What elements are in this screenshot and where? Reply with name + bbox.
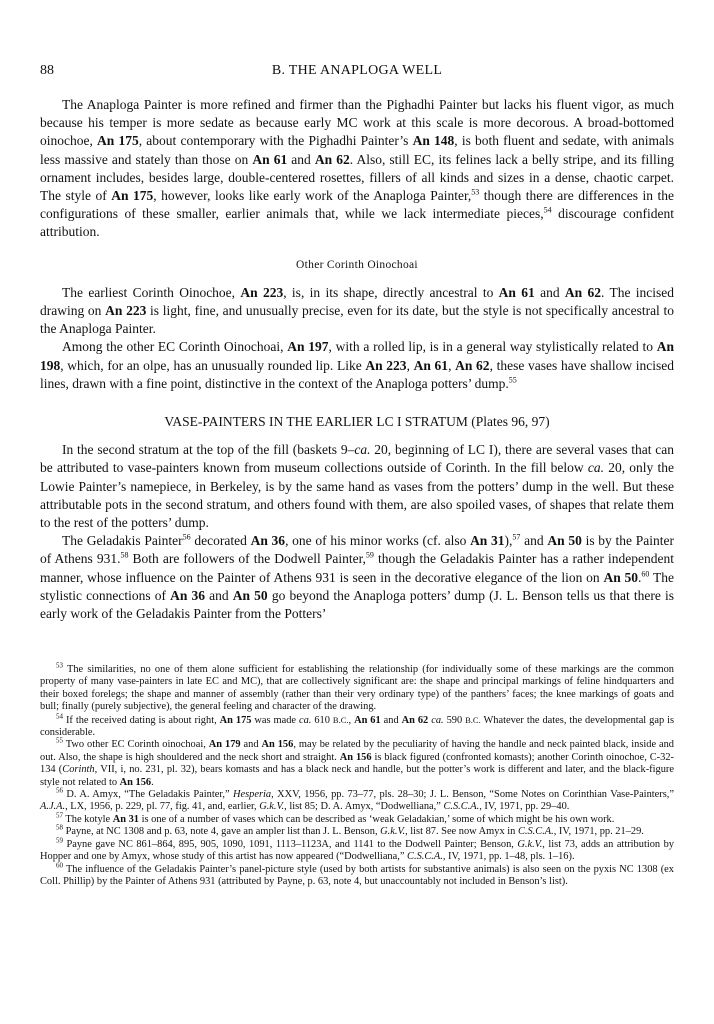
footnote: $^{59}$ Payne gave NC 861–864, 895, 905, 1090, 1091, 1113–1123A, and 1141 to the Dodwell Painter; Benson, G.k.V., list 73, adds an attribution by Hopper and one by Amyx, whose study of this artist has now appeared (“Dodwelliana,” C.S.C.A., IV, 1971, pp. 1–48, pls. 1–16). xyxy=(40,836,674,863)
footnote: $^{57}$ The kotyle An 31 is one of a number of vases which can be described as ‘weak Geladakian,’ some of which might be his own work. xyxy=(56,811,615,825)
footnote: $^{60}$ The influence of the Geladakis Painter’s panel-picture style (used by both artists for substantive animals) is also seen on the pyxis NC 1308 (ex Coll. Phillip) by the Painter of Athens 931 (attributed by Payne, p. 63, note 4, but unaccountably not included in Benson’s list). xyxy=(40,861,674,887)
running-head: B. THE ANAPLOGA WELL xyxy=(271,63,443,78)
page-number: 88 xyxy=(40,63,54,78)
paragraph: Among the other EC Corinth Oinochoai, An 197, with a rolled lip, is in a general way stylistically related to An 198, which, for an olpe, has an unusually rounded lip. Like An 223, An 61, An 62, these vases have shallow incised lines, drawn with a fine point, distinctive in the context of the Anaploga potters’ dump.$^{55}$ xyxy=(40,339,675,391)
footnotes xyxy=(40,661,675,888)
footnote: $^{53}$ The similarities, no one of them alone sufficient for establishing the relationship (for individually some of these markings are the common property of many vase-painters in late EC and MC), that are collectively significant are: the shape and principal markings of feline hindquarters and their boxed forelegs; the shape and manner of assembly (rather than their very ordinary type) of the panthers’ faces; the knee markings of goats and bull; finally (purely subjective), the general feeling and character of the drawing. xyxy=(40,661,674,713)
footnote: $^{54}$ If the received dating is about right, An 175 was made ca. 610 B.C., An 61 and An 62 ca. 590 B.C. Whatever the dates, the developmental gap is considerable. xyxy=(40,712,675,739)
paragraph: The Geladakis Painter$^{56}$ decorated An 36, one of his minor works (cf. also An 31),$^{57}$ and An 50 is by the Painter of Athens 931.58 Both are followers of the Dodwell Painter,$^{59}$ though the Geladakis Painter has a rather independent manner, whose influence on the Painter of Athens 931 is seen in the decorative elegance of the lion on An 50.60 The stylistic connections of An 36 and An 50 go beyond the Anaploga potters’ dump (J. L. Benson tells us that there is early work of the Geladakis Painter from the Potters’ xyxy=(40,532,675,622)
paragraph: The earliest Corinth Oinochoe, An 223, is, in its shape, directly ancestral to An 61 and An 62. The incised drawing on An 223 is light, fine, and unusually precise, even for its date, but the style is not specifically ancestral to the Anaploga Painter. xyxy=(40,284,675,337)
section-heading: VASE-PAINTERS IN THE EARLIER LC I STRATUM (Plates 96, 97) xyxy=(164,414,550,430)
footnote: $^{55}$ Two other EC Corinth oinochoai, An 179 and An 156, may be related by the peculiarity of having the handle and neck painted black, inside and out. Also, the shape is high shouldered and the neck short and straight. An 156 is black figured (confronted komasts); another Corinth oinochoe, C-32-134 (Corinth, VII, i, no. 231, pl. 32), bears komasts and has a black neck and handle, but the potter’s work is different and later, and the black-figure style not related to An 156. xyxy=(40,736,675,788)
subheading: Other Corinth Oinochoai xyxy=(296,258,418,271)
paragraph: In the second stratum at the top of the fill (baskets 9–ca. 20, beginning of LC I), there are several vases that can be attributed to vase-painters known from museum collections outside of Corinth. In the fill below ca. 20, only the Lowie Painter’s namepiece, in Berkeley, is by the same hand as vases from the potters’ dump in the well. But these attributable pots in the second stratum, and others found with them, are also spoiled vases, of shapes that relate them to the rest of the potters’ dump. xyxy=(40,442,674,531)
footnote: $^{56}$ D. A. Amyx, “The Geladakis Painter,” Hesperia, XXV, 1956, pp. 73–77, pls. 28–30; J. L. Benson, “Some Notes on Corinthian Vase-Painters,” A.J.A., LX, 1956, p. 229, pl. 77, fig. 41, and, earlier, G.k.V., list 85; D. A. Amyx, “Dodwelliana,” C.S.C.A., IV, 1971, pp. 29–40. xyxy=(40,786,674,813)
footnote: $^{58}$ Payne, at NC 1308 and p. 63, note 4, gave an ampler list than J. L. Benson, G.k.V., list 87. See now Amyx in C.S.C.A., IV, 1971, pp. 21–29. xyxy=(56,823,644,838)
paragraph: The Anaploga Painter is more refined and firmer than the Pighadhi Painter but lacks his fluent vigor, as much because his temper is more sedate as because early MC work at this scale is more decorous. A broad-bottomed oinochoe, An 175, about contemporary with the Pighadhi Painter’s An 148, is both fluent and sedate, with animals less massive and stately than those on An 61 and An 62. Also, still EC, its felines lack a belly stripe, and its filling ornament includes, besides large, double-centered rosettes, fillers of all kinds and sizes in a dense, chaotic carpet. The style of An 175, however, looks like early work of the Anaploga Painter,$^{53}$ though there are differences in the configurations of these smaller, earlier animals that, while we lack intermediate pieces,$^{54}$ discourage confident attribution. xyxy=(40,97,675,240)
main-text xyxy=(40,96,674,623)
